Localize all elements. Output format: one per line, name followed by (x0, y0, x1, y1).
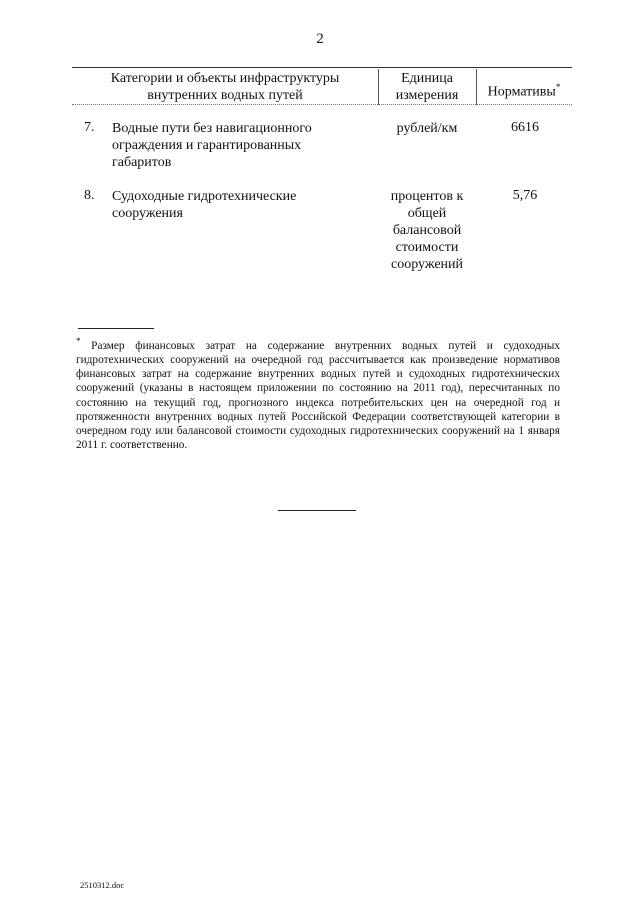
header-unit (378, 70, 476, 104)
header-norms-footnote-mark: * (555, 82, 561, 92)
row-unit-line: сооружений (390, 257, 464, 272)
footnote (76, 334, 560, 452)
row-value: 6616 (511, 120, 539, 135)
row-unit (378, 120, 476, 137)
header-norms (476, 79, 572, 101)
row-number: 8. (84, 188, 95, 203)
header-category-line1: Категории и объекты инфраструктуры (110, 71, 340, 86)
row-unit-line: стоимости (395, 240, 459, 255)
footnote-separator (78, 328, 154, 329)
end-of-document-rule (278, 510, 356, 511)
page-number: 2 (316, 31, 324, 47)
row-unit (378, 188, 476, 273)
row-value: 5,76 (512, 188, 538, 203)
row-name-line: габаритов (112, 155, 172, 170)
row-unit-line: рублей/км (396, 121, 458, 136)
table-header-separator (72, 104, 572, 105)
row-unit-line: балансовой (392, 223, 462, 238)
row-name-line: сооружения (112, 206, 183, 221)
row-name-line: Водные пути без навигационного (112, 121, 312, 136)
header-category-line2: внутренних водных путей (147, 88, 303, 103)
row-unit-line: общей (407, 206, 447, 221)
table-top-border (72, 67, 572, 68)
row-unit-line: процентов к (390, 189, 464, 204)
row-name-line: Судоходные гидротехнические (112, 189, 297, 204)
row-name-line: ограждения и гарантированных (112, 138, 302, 153)
footnote-text: Размер финансовых затрат на содержание внутренних водных путей и судоходных гидротехнических сооружений на очередной год рассчитывается как произведение нормативов финансовых затрат на содержание внутренних водных путей и судоходных гидротехнических сооружений (указаны в настоящем приложении по состоянию на 2011 год), пересчитанных по состоянию на текущий год, прогнозного индекса потребительских цен на очередной год и протяженности внутренних водных путей Российской Федерации соответствующей категории в очередном году или балансовой стоимости судоходных гидротехнических сооружений на 1 января 2011 г. соответственно. (76, 339, 560, 452)
footnote-mark: * (76, 336, 81, 346)
header-norms-label: Нормативы (487, 84, 556, 100)
header-unit-line1: Единица (401, 71, 453, 86)
document-filename: 2510312.doc (80, 880, 125, 890)
row-name (112, 120, 347, 171)
row-number: 7. (84, 120, 95, 135)
header-unit-line2: измерения (395, 88, 459, 103)
row-name (112, 188, 347, 222)
header-category (72, 70, 378, 104)
